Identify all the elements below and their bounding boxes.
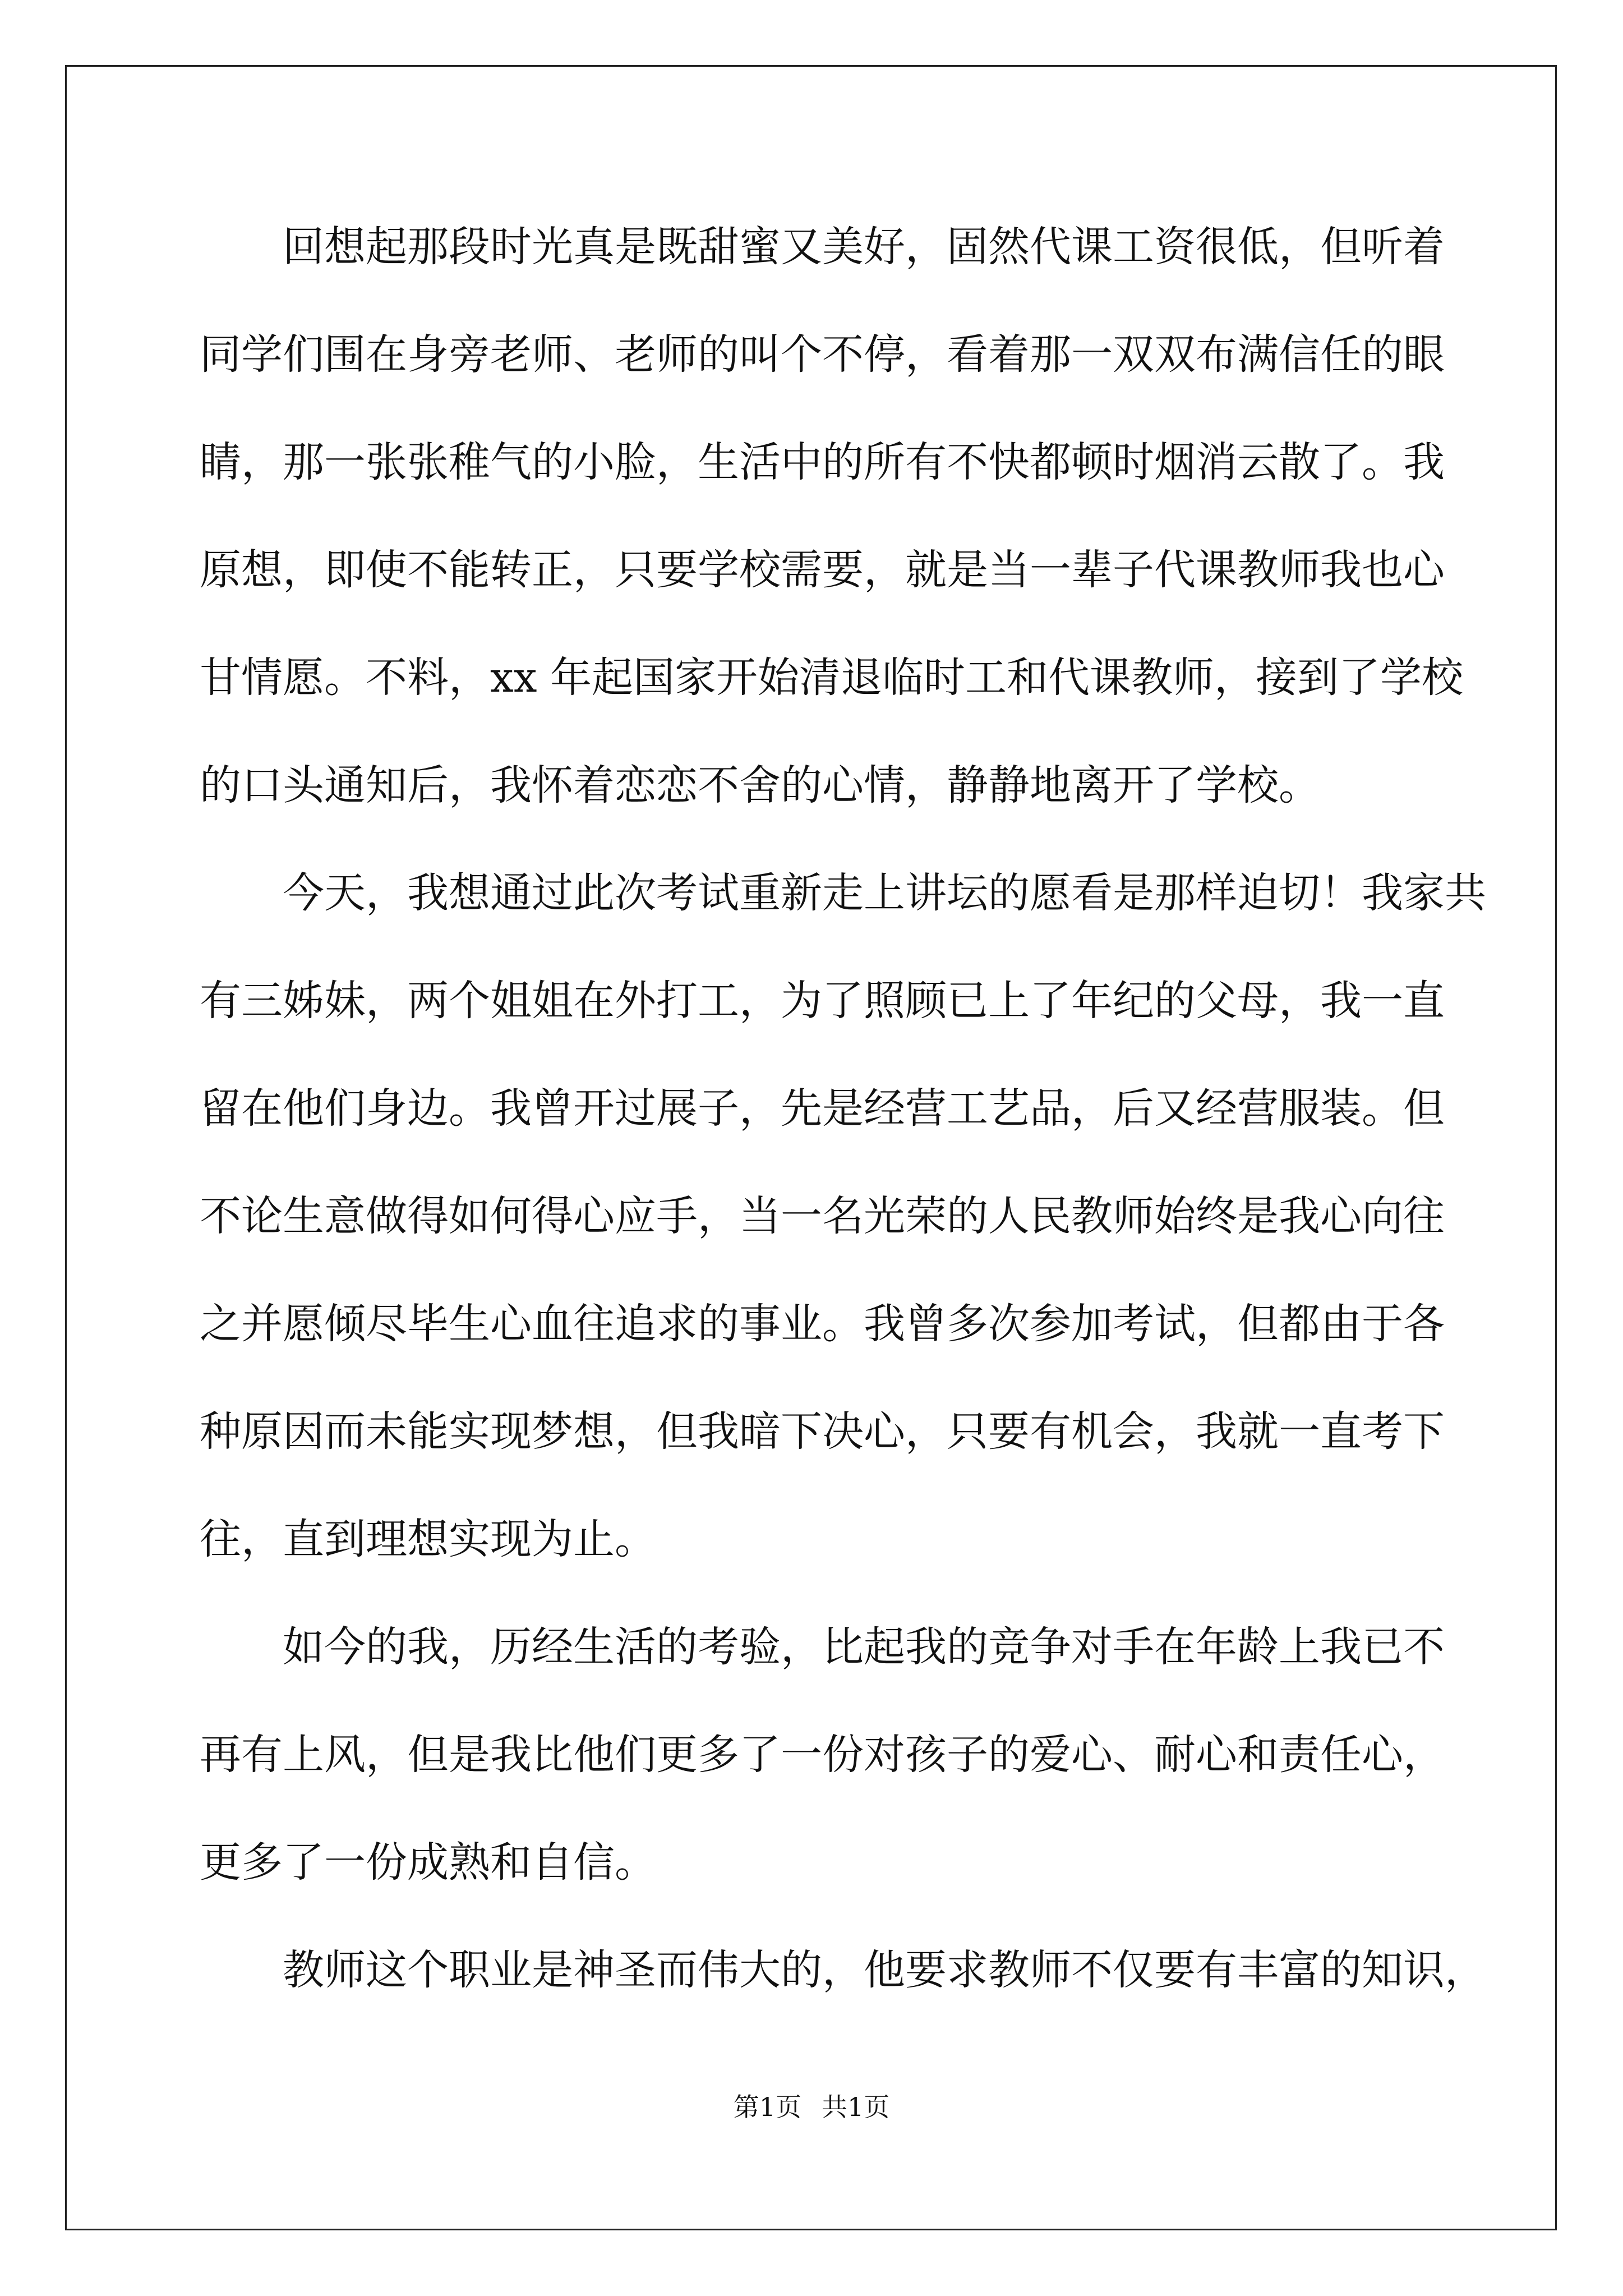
paragraph-2-line-7: 往，直到理想实现为止。 [200, 1515, 656, 1563]
page-number-total: 共1页 [822, 2092, 890, 2122]
paragraph-1-line-1: 回想起那段时光真是既甜蜜又美好，固然代课工资很低，但听着 [283, 223, 1445, 271]
paragraph-1-line-2: 同学们围在身旁老师、老师的叫个不停，看着那一双双布满信任的眼 [200, 330, 1445, 379]
paragraph-2-line-4: 不论生意做得如何得心应手，当一名光荣的人民教师始终是我心向往 [200, 1192, 1445, 1240]
paragraph-2-line-5: 之并愿倾尽毕生心血往追求的事业。我曾多次参加考试，但都由于各 [200, 1300, 1445, 1348]
paragraph-1-line-5: 甘情愿。不料，xx 年起国家开始清退临时工和代课教师，接到了学校 [200, 654, 1463, 702]
paragraph-4-line-1: 教师这个职业是神圣而伟大的，他要求教师不仅要有丰富的知识， [283, 1946, 1486, 1994]
paragraph-3-line-1: 如今的我，历经生活的考验，比起我的竞争对手在年龄上我已不 [283, 1623, 1445, 1671]
paragraph-1-line-6: 的口头通知后，我怀着恋恋不舍的心情，静静地离开了学校。 [200, 761, 1320, 809]
paragraph-2-line-1: 今天，我想通过此次考试重新走上讲坛的愿看是那样迫切！我家共 [283, 869, 1486, 917]
paragraph-3-line-2: 再有上风，但是我比他们更多了一份对孩子的爱心、耐心和责任心， [200, 1731, 1445, 1779]
paragraph-1-line-3: 睛，那一张张稚气的小脸，生活中的所有不快都顿时烟消云散了。我 [200, 438, 1445, 486]
paragraph-2-line-3: 留在他们身边。我曾开过展子，先是经营工艺品，后又经营服装。但 [200, 1084, 1445, 1133]
paragraph-2-line-6: 种原因而未能实现梦想，但我暗下决心，只要有机会，我就一直考下 [200, 1407, 1445, 1456]
page-footer [0, 2090, 1623, 2124]
document-body [200, 213, 1486, 2044]
paragraph-3-line-3: 更多了一份成熟和自信。 [200, 1838, 656, 1887]
page-number-current: 第1页 [733, 2092, 801, 2122]
paragraph-2-line-2: 有三姊妹，两个姐姐在外打工，为了照顾已上了年纪的父母，我一直 [200, 977, 1445, 1025]
paragraph-1-line-4: 原想，即使不能转正，只要学校需要，就是当一辈子代课教师我也心 [200, 546, 1445, 594]
